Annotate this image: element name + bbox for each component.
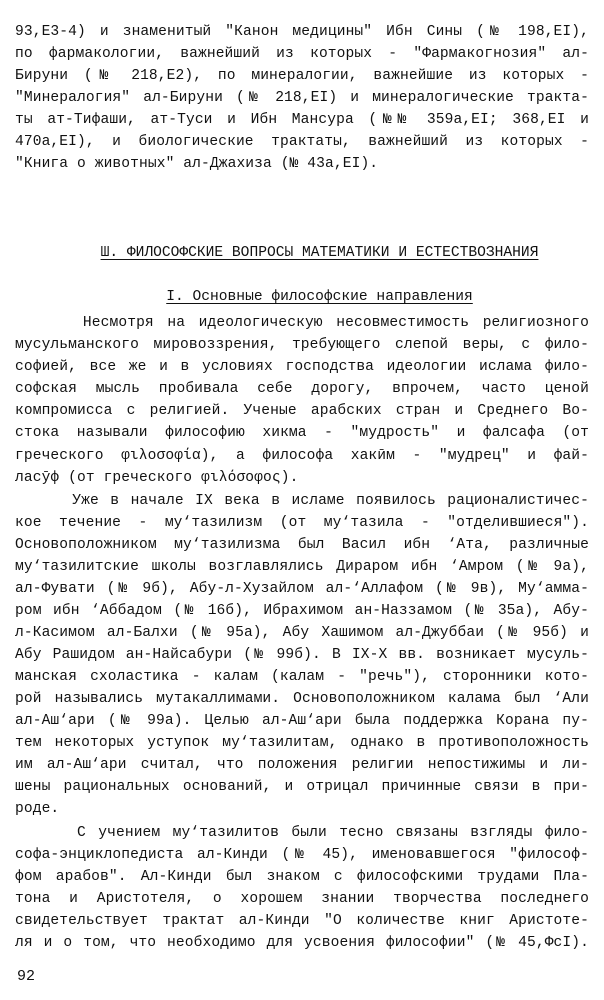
subsection-heading: I. Основные философские направления	[166, 289, 473, 305]
text-line: мусульманского мировоззрения, требующего слепой веры, с фило-	[15, 337, 589, 353]
text-line: кое течение - му‘тазилизм (от му‘тазила - "отделившиеся").	[15, 515, 589, 531]
text-line: компромисса с религией. Ученые арабских стран и Среднего Во-	[15, 403, 589, 419]
text-line: фом арабов". Ал-Кинди был знаком с философскими трудами Пла-	[15, 869, 589, 885]
text-line: 93,Е3-4) и знаменитый "Канон медицины" Ибн Сины (№ 198,ЕI),	[15, 24, 589, 40]
text-line: Уже в начале IX века в исламе появилось рационалистичес-	[15, 493, 589, 509]
text-line: Бируни (№ 218,Е2), по минералогии, важнейшие из которых -	[15, 68, 589, 84]
text-line: тем некоторых уступок му‘тазилитам, однако в противоположность	[15, 735, 589, 751]
text-line: свидетельствует трактат ал-Кинди "О количестве книг Аристоте-	[15, 913, 589, 929]
text-line: л-Касимом ал-Балхи (№ 95а), Абу Хашимом ал-Джуббаи (№ 95б) и	[15, 625, 589, 641]
text-line: "Книга о животных" ал-Джахиза (№ 43а,ЕI).	[15, 156, 379, 172]
text-line: Несмотря на идеологическую несовместимость религиозного	[15, 315, 589, 331]
text-line: ты ат-Тифаши, ат-Туси и Ибн Мансура (№№ 359а,ЕI; 368,ЕI и	[15, 112, 589, 128]
text-line: софа-энциклопедиста ал-Кинди (№ 45), именовавшегося "философ-	[15, 847, 589, 863]
text-line: "Минералогия" ал-Бируни (№ 218,ЕI) и минералогические тракта-	[15, 90, 589, 106]
text-line: роде.	[15, 801, 60, 817]
section-heading: Ш. ФИЛОСОФСКИЕ ВОПРОСЫ МАТЕМАТИКИ И ЕСТЕСТВОЗНАНИЯ	[100, 245, 539, 261]
text-line: шены рациональных оснований, и отрицал причинные связи в при-	[15, 779, 589, 795]
text-line: ласӯф (от греческого φιλόσοφος).	[15, 470, 299, 486]
text-line: по фармакологии, важнейший из которых - "Фармакогнозия" ал-	[15, 46, 589, 62]
text-line: ал-Аш‘ари (№ 99а). Целью ал-Аш‘ари была поддержка Корана пу-	[15, 713, 589, 729]
text-line: ром ибн ‘Аббадом (№ 16б), Ибрахимом ан-Наззамом (№ 35а), Абу-	[15, 603, 589, 619]
text-line: Абу Рашидом ан-Найсабури (№ 99б). В IX-X вв. возникает мусуль-	[15, 647, 589, 663]
text-line: софией, все же и в условиях господства идеологии ислама фило-	[15, 359, 589, 375]
page-number: 92	[17, 968, 36, 985]
text-line: стока называли философию хикма - "мудрость" и фалсафа (от	[15, 425, 589, 441]
text-line: рой назывались мутакаллимами. Основоположником калама был ‘Али	[15, 691, 589, 707]
text-line: ля и о том, что необходимо для усвоения философии" (№ 45,ФсI).	[15, 935, 589, 951]
text-line: тона и Аристотеля, о хорошем знании творчества последнего	[15, 891, 589, 907]
text-line: греческого φιλοσοφία), а философа хакӣм - "мудрец" и фай-	[15, 448, 589, 464]
text-line: ал-Фувати (№ 9б), Абу-л-Хузайлом ал-‘Аллафом (№ 9в), Му‘амма-	[15, 581, 589, 597]
text-line: му‘тазилитские школы возглавлялись Дираром ибн ‘Амром (№ 9а),	[15, 559, 589, 575]
text-line: 470а,ЕI), и биологические трактаты, важнейший из которых -	[15, 134, 589, 150]
text-line: манская схоластика - калам (калам - "речь"), сторонники кото-	[15, 669, 589, 685]
text-line: им ал-Аш‘ари считал, что положения религии непостижимы и ли-	[15, 757, 589, 773]
text-line: С учением му‘тазилитов были тесно связаны взгляды фило-	[15, 825, 589, 841]
text-line: софская мысль пробивала себе дорогу, впрочем, часто ценой	[15, 381, 589, 397]
text-line: Основоположником му‘тазилизма был Васил ибн ‘Ата, различные	[15, 537, 589, 553]
